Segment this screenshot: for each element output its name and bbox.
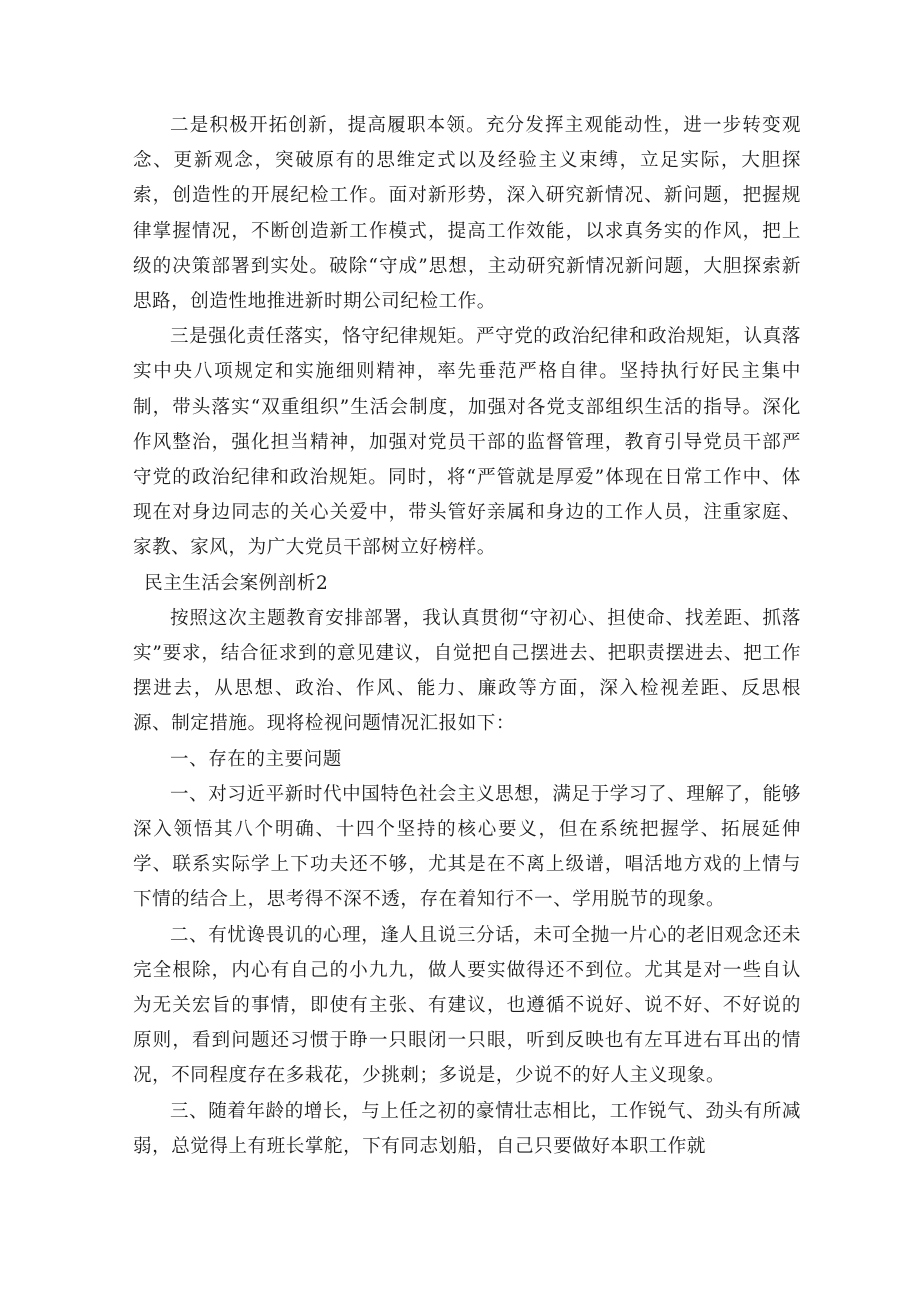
paragraph-issue-3: 三、随着年龄的增长，与上任之初的豪情壮志相比，工作锐气、劲头有所减弱，总觉得上有班长掌舵，下有同志划船，自己只要做好本职工作就	[133, 1100, 801, 1157]
paragraph-issue-1: 一、对习近平新时代中国特色社会主义思想，满足于学习了、理解了，能够深入领悟其八个明确、十四个坚持的核心要义，但在系统把握学、拓展延伸学、联系实际学上下功夫还不够，尤其是在不离上级谱，唱活地方戏的上情与下情的结合上，思考得不深不透，存在着知行不一、学用脱节的现象。	[133, 783, 801, 911]
document-body	[133, 108, 801, 1164]
paragraph-innovation: 二是积极开拓创新，提高履职本领。充分发挥主观能动性，进一步转变观念、更新观念，突破原有的思维定式以及经验主义束缚，立足实际，大胆探索，创造性的开展纪检工作。面对新形势，深入研究新情况、新问题，把握规律掌握情况，不断创造新工作模式，提高工作效能，以求真务实的作风，把上级的决策部署到实处。破除“守成”思想，主动研究新情况新问题，大胆探索新思路，创造性地推进新时期公司纪检工作。	[133, 115, 801, 313]
subheading-main-problems: 一、存在的主要问题	[170, 748, 342, 770]
paragraph-intro: 按照这次主题教育安排部署，我认真贯彻“守初心、担使命、找差距、抓落实”要求，结合征求到的意见建议，自觉把自己摆进去、把职责摆进去、把工作摆进去，从思想、政治、作风、能力、廉政等方面，深入检视差距、反思根源、制定措施。现将检视问题情况汇报如下：	[133, 607, 801, 735]
section-title: 民主生活会案例剖析2	[144, 572, 329, 594]
paragraph-responsibility: 三是强化责任落实，恪守纪律规矩。严守党的政治纪律和政治规矩，认真落实中央八项规定和实施细则精神，率先垂范严格自律。坚持执行好民主集中制，带头落实“双重组织”生活会制度，加强对各党支部组织生活的指导。深化作风整治，强化担当精神，加强对党员干部的监督管理，教育引导党员干部严守党的政治纪律和政治规矩。同时，将“严管就是厚爱”体现在日常工作中、体现在对身边同志的关心关爱中，带头管好亲属和身边的工作人员，注重家庭、家教、家风，为广大党员干部树立好榜样。	[133, 326, 801, 559]
paragraph-issue-2: 二、有忧谗畏讥的心理，逢人且说三分话，未可全抛一片心的老旧观念还未完全根除，内心有自己的小九九，做人要实做得还不到位。尤其是对一些自认为无关宏旨的事情，即使有主张、有建议，也遵循不说好、说不好、不好说的原则，看到问题还习惯于睁一只眼闭一只眼，听到反映也有左耳进右耳出的情况，不同程度存在多栽花，少挑刺；多说是，少说不的好人主义现象。	[133, 924, 801, 1087]
